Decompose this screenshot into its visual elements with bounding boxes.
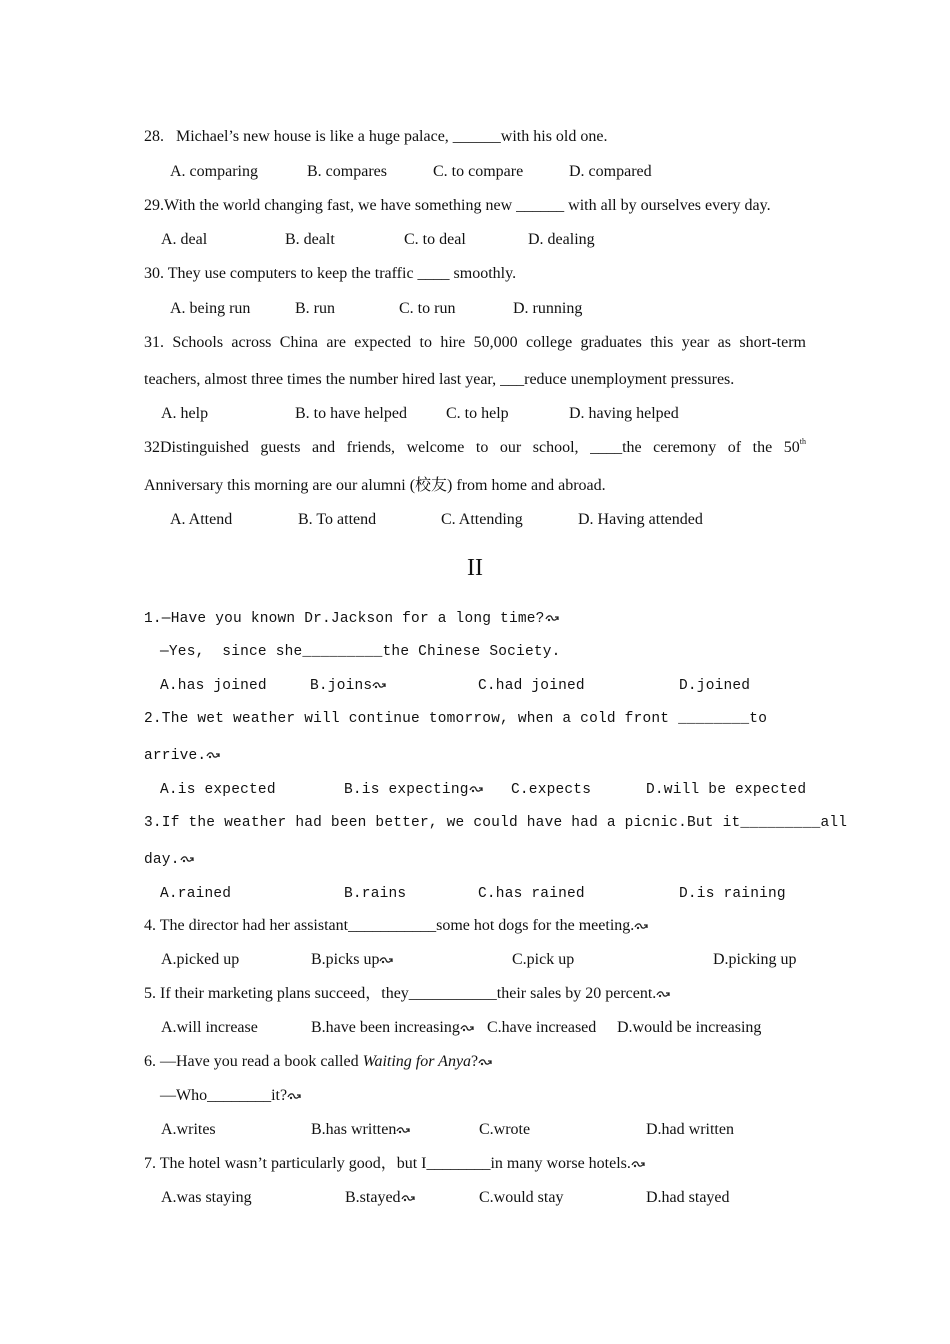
p6-option-d: D.had written <box>646 1121 734 1138</box>
p6-stem-suffix: ? <box>471 1053 479 1070</box>
p5-option-c: C.have increased <box>487 1019 597 1036</box>
q30-option-b: B. run <box>295 300 335 317</box>
p4-option-a: A.picked up <box>161 951 240 968</box>
p2-line2-text: arrive. <box>144 748 207 764</box>
p6-line2 <box>160 1086 303 1106</box>
q28-option-b: B. compares <box>307 163 387 180</box>
p7-option-d: D.had stayed <box>646 1189 730 1206</box>
q29-option-d: D. dealing <box>528 231 595 248</box>
q31-stem-line1: 31. Schools across China are expected to hire 50,000 college graduates this year as short-term <box>144 334 806 351</box>
p3-line2 <box>144 850 196 870</box>
q28-option-d: D. compared <box>569 163 652 180</box>
q32-option-d: D. Having attended <box>578 511 703 528</box>
p4-option-d: D.picking up <box>713 951 797 968</box>
q28-stem: 28. Michael’s new house is like a huge palace, ______with his old one. <box>144 128 608 145</box>
p5-option-b <box>311 1018 476 1038</box>
p3-option-b: B.rains <box>344 886 407 902</box>
p7-stem-text: 7. The hotel wasn’t particularly good，but I________in many worse hotels. <box>144 1155 631 1172</box>
return-mark-icon <box>372 680 388 690</box>
p1-line2: —Yes, since she_________the Chinese Society. <box>160 644 561 660</box>
p2-line2 <box>144 746 222 766</box>
q31-option-a: A. help <box>161 405 209 422</box>
p5-option-a: A.will increase <box>161 1019 258 1036</box>
p5-stem <box>144 984 672 1004</box>
p6-line2-text: —Who________it? <box>160 1087 288 1104</box>
p1-option-d: D.joined <box>679 678 751 694</box>
q32-stem-text: 32Distinguished guests and friends, welcome to our school, ____the ceremony of the 50 <box>144 439 800 456</box>
p7-option-c: C.would stay <box>479 1189 564 1206</box>
p7-option-b-text: B.stayed <box>345 1189 401 1206</box>
q29-option-c: C. to deal <box>404 231 466 248</box>
q31-option-b: B. to have helped <box>295 405 407 422</box>
return-mark-icon <box>469 784 485 794</box>
q32-stem-line1 <box>144 438 806 458</box>
p3-option-a: A.rained <box>160 886 232 902</box>
p4-option-b-text: B.picks up <box>311 951 380 968</box>
q31-option-c: C. to help <box>446 405 509 422</box>
p6-stem-prefix: 6. —Have you read a book called <box>144 1053 363 1070</box>
p4-stem-text: 4. The director had her assistant___________some hot dogs for the meeting. <box>144 917 635 934</box>
p6-stem <box>144 1052 494 1072</box>
p6-option-c: C.wrote <box>479 1121 531 1138</box>
return-mark-icon <box>379 955 395 965</box>
p6-option-a: A.writes <box>161 1121 216 1138</box>
p3-line2-text: day. <box>144 852 180 868</box>
p1-line1-text: 1.—Have you known Dr.Jackson for a long time? <box>144 611 545 627</box>
q30-option-d: D. running <box>513 300 583 317</box>
p6-option-b <box>311 1120 412 1140</box>
p3-line1: 3.If the weather had been better, we could have had a picnic.But it_________all <box>144 815 848 831</box>
p2-option-a: A.is expected <box>160 782 276 798</box>
q29-stem: 29.With the world changing fast, we have something new ______ with all by ourselves every day. <box>144 197 771 214</box>
q28-option-a: A. comparing <box>170 163 258 180</box>
p6-book-title: Waiting for Anya <box>362 1053 472 1070</box>
return-mark-icon <box>631 1159 647 1169</box>
p4-option-c: C.pick up <box>512 951 575 968</box>
p5-option-d: D.would be increasing <box>617 1019 762 1036</box>
return-mark-icon <box>478 1057 494 1067</box>
p2-option-c: C.expects <box>511 782 592 798</box>
p7-stem <box>144 1154 647 1174</box>
return-mark-icon <box>180 854 196 864</box>
p5-option-b-text: B.have been increasing <box>311 1019 460 1036</box>
p2-option-b-text: B.is expecting <box>344 782 469 798</box>
p2-option-b <box>344 780 485 800</box>
q30-option-a: A. being run <box>170 300 251 317</box>
return-mark-icon <box>287 1091 303 1101</box>
return-mark-icon <box>656 989 672 999</box>
q28-option-c: C. to compare <box>433 163 524 180</box>
p4-option-b <box>311 950 395 970</box>
q32-option-b: B. To attend <box>298 511 377 528</box>
return-mark-icon <box>396 1125 412 1135</box>
q29-option-b: B. dealt <box>285 231 335 248</box>
q32-stem-superscript: th <box>799 437 806 446</box>
p3-option-d: D.is raining <box>679 886 786 902</box>
return-mark-icon <box>545 613 561 623</box>
p2-line1: 2.The wet weather will continue tomorrow, when a cold front ________to <box>144 711 768 727</box>
q31-stem-line2: teachers, almost three times the number hired last year, ___reduce unemployment pressures. <box>144 371 735 388</box>
q31-option-d: D. having helped <box>569 405 679 422</box>
p2-option-d: D.will be expected <box>646 782 807 798</box>
return-mark-icon <box>401 1193 417 1203</box>
p6-option-b-text: B.has written <box>311 1121 397 1138</box>
p1-line1 <box>144 609 561 629</box>
p1-option-b-text: B.joins <box>310 678 373 694</box>
p1-option-c: C.had joined <box>478 678 585 694</box>
p3-option-c: C.has rained <box>478 886 585 902</box>
q30-stem: 30. They use computers to keep the traffic ____ smoothly. <box>144 265 517 282</box>
q30-option-c: C. to run <box>399 300 456 317</box>
p7-option-a: A.was staying <box>161 1189 252 1206</box>
p1-option-b <box>310 676 388 696</box>
q29-option-a: A. deal <box>161 231 208 248</box>
q32-option-a: A. Attend <box>170 511 233 528</box>
p7-option-b <box>345 1188 417 1208</box>
p5-stem-text: 5. If their marketing plans succeed，they___________their sales by 20 percent. <box>144 985 657 1002</box>
q32-option-c: C. Attending <box>441 511 523 528</box>
return-mark-icon <box>206 750 222 760</box>
q32-stem-line2: Anniversary this morning are our alumni (校友) from home and abroad. <box>144 477 606 494</box>
p4-stem <box>144 916 650 936</box>
return-mark-icon <box>634 921 650 931</box>
return-mark-icon <box>460 1023 476 1033</box>
section-heading: II <box>467 555 483 581</box>
p1-option-a: A.has joined <box>160 678 267 694</box>
